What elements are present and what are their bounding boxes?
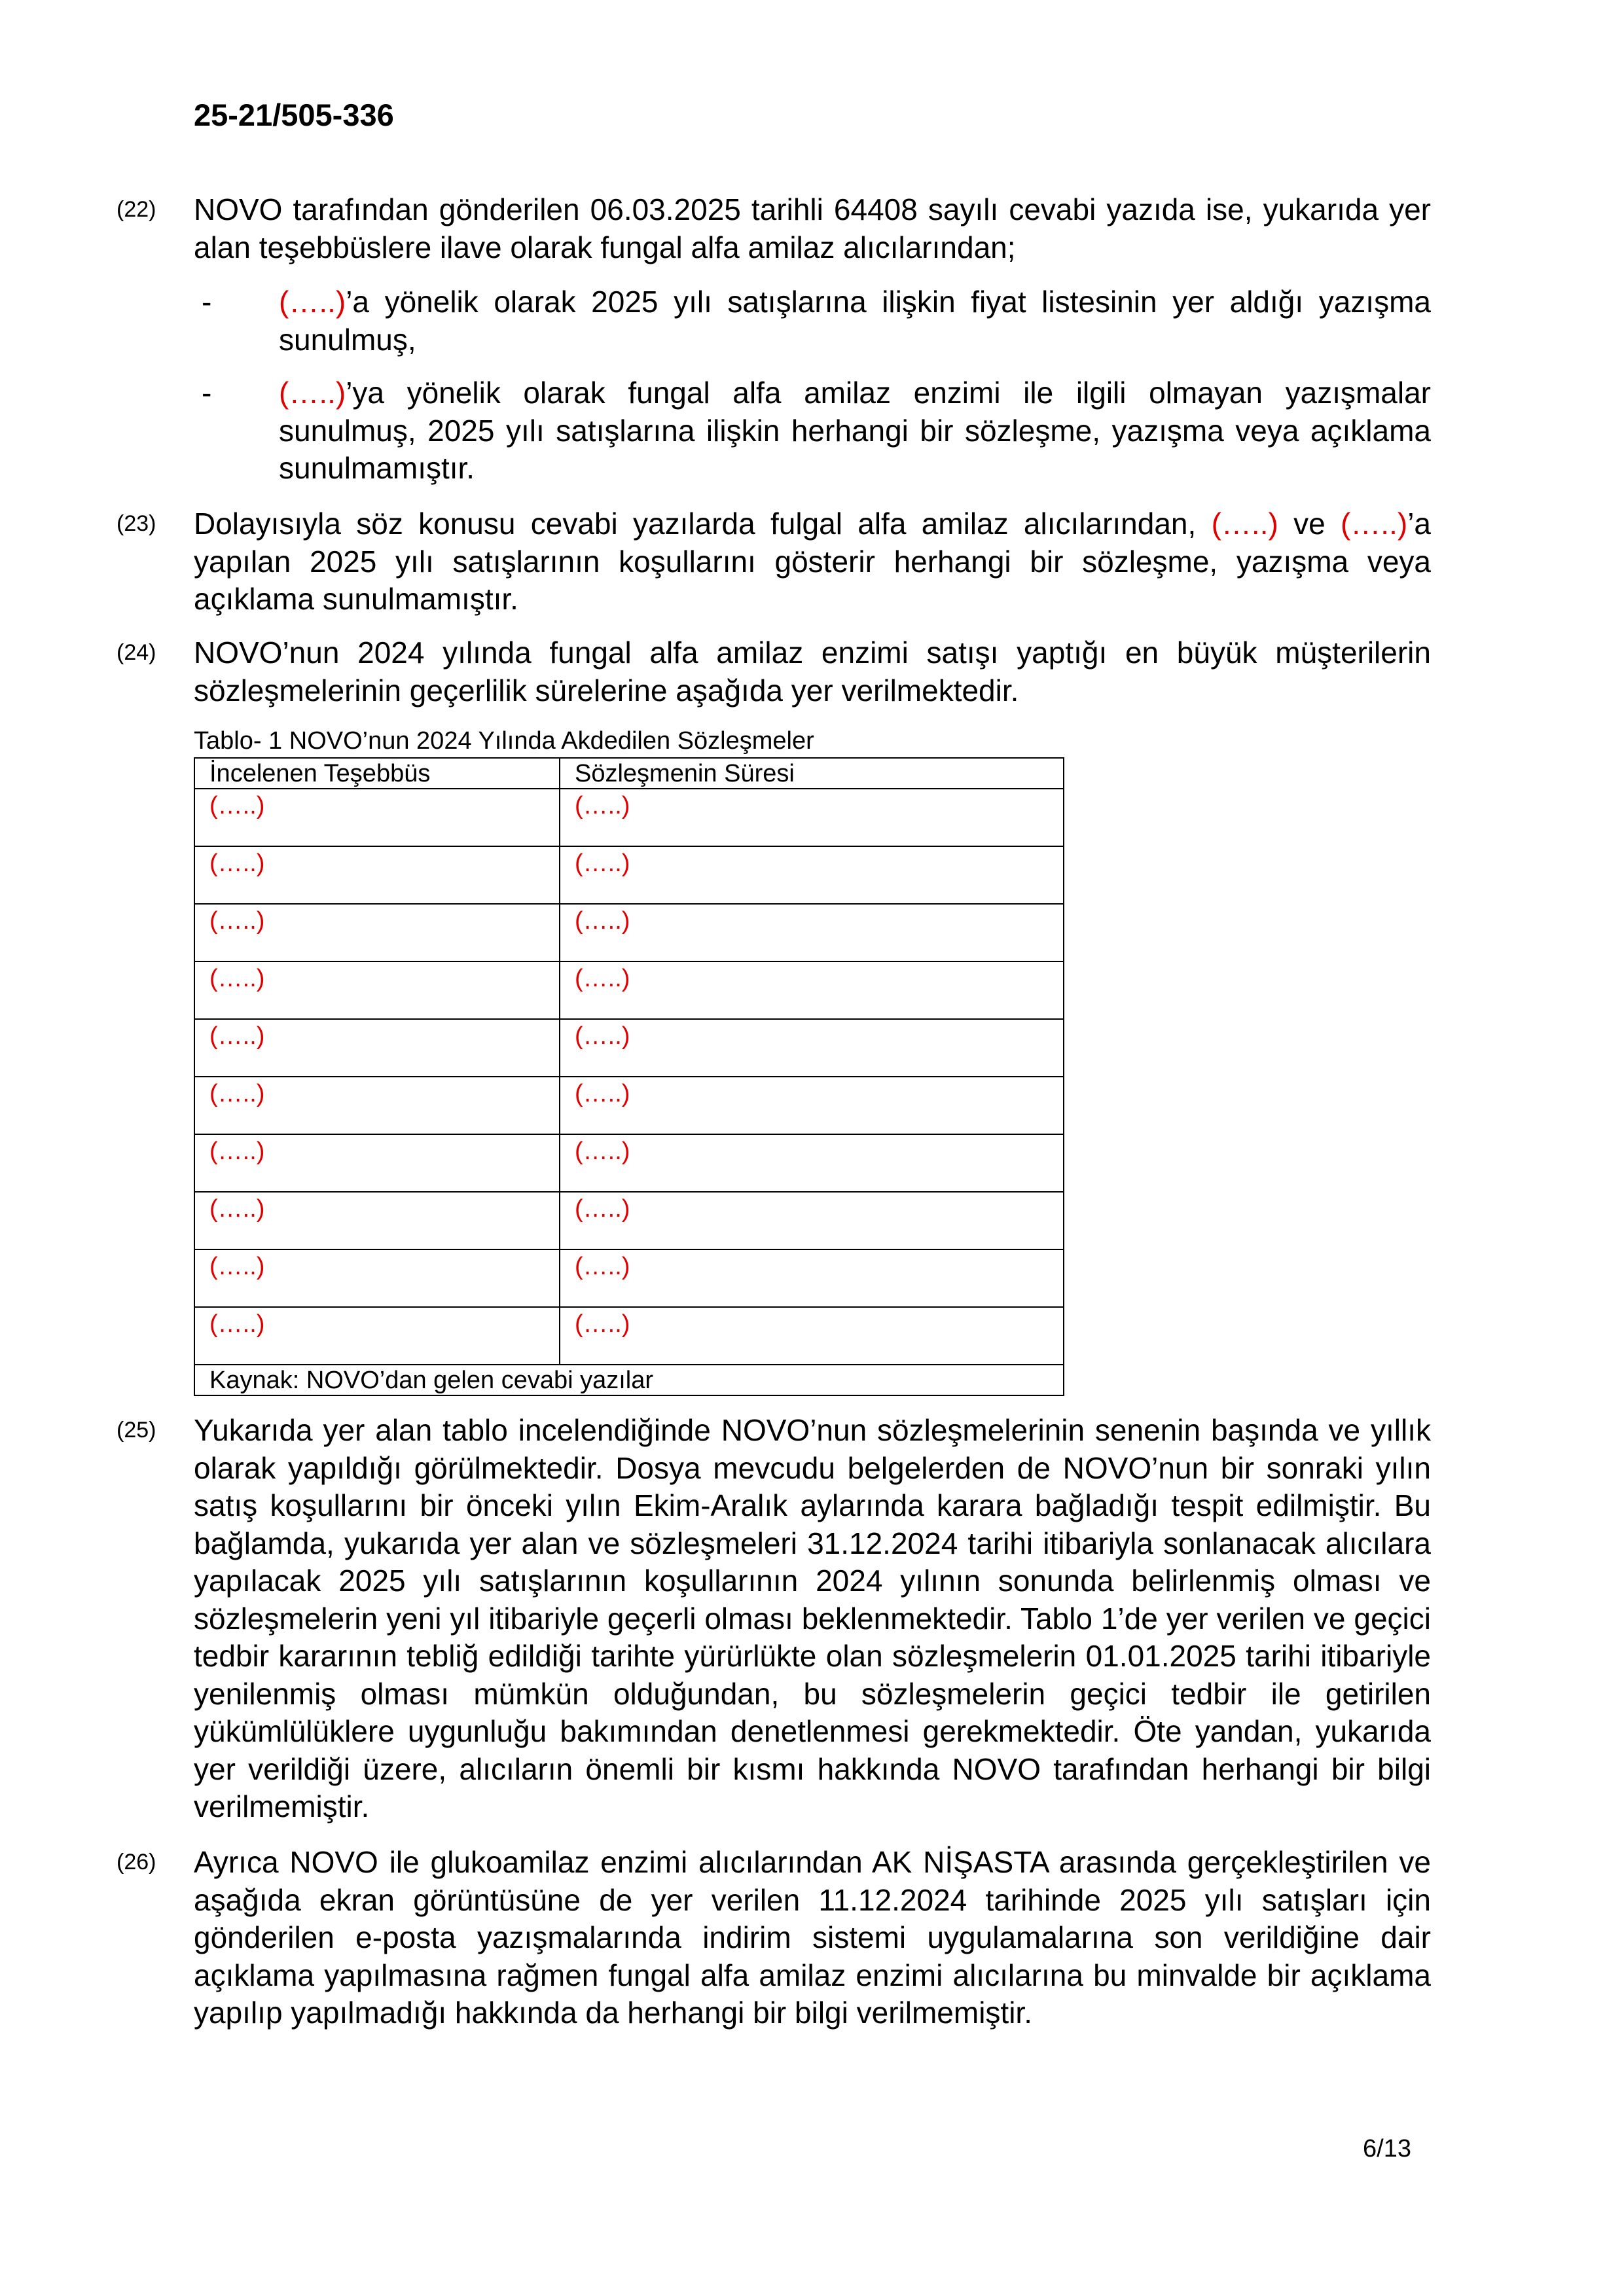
paragraph-text: NOVO’nun 2024 yılında fungal alfa amilaz enzimi satışı yaptığı en büyük müşterilerin sözleşmelerinin geçerlilik sürelerine aşağıda yer verilmektedir.: [194, 636, 1431, 708]
paragraph-number: (23): [117, 511, 156, 536]
table-row: [194, 1077, 1064, 1134]
table-cell: (…..): [560, 1307, 1064, 1365]
paragraph-26: [117, 1844, 1431, 2032]
bullet-item-2: [202, 374, 1431, 488]
bullet-dash: -: [202, 376, 212, 410]
redacted-text: (…..): [1211, 507, 1278, 541]
paragraph-number: (22): [117, 197, 156, 222]
table-header-row: [194, 758, 1064, 789]
table-source-row: [194, 1365, 1064, 1395]
table-cell: (…..): [194, 1019, 560, 1077]
table-cell: (…..): [194, 846, 560, 904]
table-cell: (…..): [560, 1249, 1064, 1307]
table-row: [194, 1249, 1064, 1307]
paragraph-number: (26): [117, 1850, 156, 1874]
table-source: Kaynak: NOVO’dan gelen cevabi yazılar: [194, 1365, 1064, 1395]
table-cell: (…..): [194, 904, 560, 961]
paragraph-22: [117, 191, 1431, 266]
paragraph-23: [117, 505, 1431, 619]
table-header-cell: İncelenen Teşebbüs: [194, 758, 560, 789]
page-number: 6/13: [1363, 2135, 1411, 2162]
paragraph-number: (25): [117, 1418, 156, 1443]
table-cell: (…..): [194, 1249, 560, 1307]
table-cell: (…..): [194, 1192, 560, 1249]
table-header-cell: Sözleşmenin Süresi: [560, 758, 1064, 789]
paragraph-text: ’a yapılan 2025 yılı satışlarının koşullarını gösterir herhangi bir sözleşme, yazışma veya açıklama sunulmamıştır.: [194, 507, 1431, 616]
document-number: 25-21/505-336: [194, 98, 394, 132]
table-cell: (…..): [194, 1307, 560, 1365]
table-row: [194, 1192, 1064, 1249]
paragraph-24: [117, 634, 1431, 709]
table-cell: (…..): [560, 789, 1064, 846]
table-cell: (…..): [560, 846, 1064, 904]
bullet-text: ’ya yönelik olarak fungal alfa amilaz enzimi ile ilgili olmayan yazışmalar sunulmuş, 2025 yılı satışlarına ilişkin herhangi bir sözleşme, yazışma veya açıklama sunulmamıştır.: [279, 376, 1431, 485]
bullet-dash: -: [202, 285, 212, 319]
table-cell: (…..): [194, 961, 560, 1019]
contracts-table: [194, 757, 1064, 1396]
table-row: [194, 789, 1064, 846]
redacted-text: (…..): [279, 285, 346, 319]
table-row: [194, 1019, 1064, 1077]
table-cell: (…..): [194, 1077, 560, 1134]
table-row: [194, 1307, 1064, 1365]
table-cell: (…..): [560, 1019, 1064, 1077]
table-cell: (…..): [560, 1134, 1064, 1192]
table-row: [194, 961, 1064, 1019]
paragraph-text: Ayrıca NOVO ile glukoamilaz enzimi alıcılarından AK NİŞASTA arasında gerçekleştirilen ve aşağıda ekran görüntüsüne de yer verilen 11.12.2024 tarihinde 2025 yılı satışları için gönderilen e-posta yazışmalarında indirim sistemi uygulamalarına son verildiğine dair açıklama yapılmasına rağmen fungal alfa amilaz enzimi alıcılarına bu minvalde bir açıklama yapılıp yapılmadığı hakkında da herhangi bir bilgi verilmemiştir.: [194, 1845, 1431, 2030]
paragraph-text: NOVO tarafından gönderilen 06.03.2025 tarihli 64408 sayılı cevabi yazıda ise, yukarıda yer alan teşebbüslere ilave olarak fungal alfa amilaz alıcılarından;: [194, 192, 1431, 264]
table-cell: (…..): [194, 789, 560, 846]
table-row: [194, 846, 1064, 904]
bullet-text: ’a yönelik olarak 2025 yılı satışlarına ilişkin fiyat listesinin yer aldığı yazışma sunulmuş,: [279, 285, 1431, 357]
table-cell: (…..): [560, 1192, 1064, 1249]
table-row: [194, 1134, 1064, 1192]
paragraph-text: ve: [1278, 507, 1341, 541]
table-row: [194, 904, 1064, 961]
table-cell: (…..): [194, 1134, 560, 1192]
paragraph-text: Yukarıda yer alan tablo incelendiğinde NOVO’nun sözleşmelerinin senenin başında ve yıllık olarak yapıldığı görülmektedir. Dosya mevcudu belgelerden de NOVO’nun bir sonraki yılın satış koşullarını bir önceki yılın Ekim-Aralık aylarında karara bağladığı tespit edilmiştir. Bu bağlamda, yukarıda yer alan ve sözleşmeleri 31.12.2024 tarihi itibariyla sonlanacak alıcılara yapılacak 2025 yılı satışlarının koşullarının 2024 yılının sonunda belirlenmiş olması ve sözleşmelerin yeni yıl itibariyle geçerli olması beklenmektedir. Tablo 1’de yer verilen ve geçici tedbir kararının tebliğ edildiği tarihte yürürlükte olan sözleşmelerin 01.01.2025 tarihi itibariyle yenilenmiş olması mümkün olduğundan, bu sözleşmelerin geçici tedbir ile getirilen yükümlülüklere uygunluğu bakımından denetlenmesi gerekmektedir. Öte yandan, yukarıda yer verildiği üzere, alıcıların önemli bir kısmı hakkında NOVO tarafından herhangi bir bilgi verilmemiştir.: [194, 1413, 1431, 1823]
bullet-item-1: [202, 283, 1431, 359]
redacted-text: (…..): [279, 376, 346, 410]
table-cell: (…..): [560, 961, 1064, 1019]
redacted-text: (…..): [1340, 507, 1408, 541]
table-cell: (…..): [560, 904, 1064, 961]
paragraph-number: (24): [117, 640, 156, 665]
paragraph-25: [117, 1412, 1431, 1826]
paragraph-text: Dolayısıyla söz konusu cevabi yazılarda fulgal alfa amilaz alıcılarından,: [194, 507, 1212, 541]
table-caption: Tablo- 1 NOVO’nun 2024 Yılında Akdedilen Sözleşmeler: [194, 727, 814, 755]
table-cell: (…..): [560, 1077, 1064, 1134]
